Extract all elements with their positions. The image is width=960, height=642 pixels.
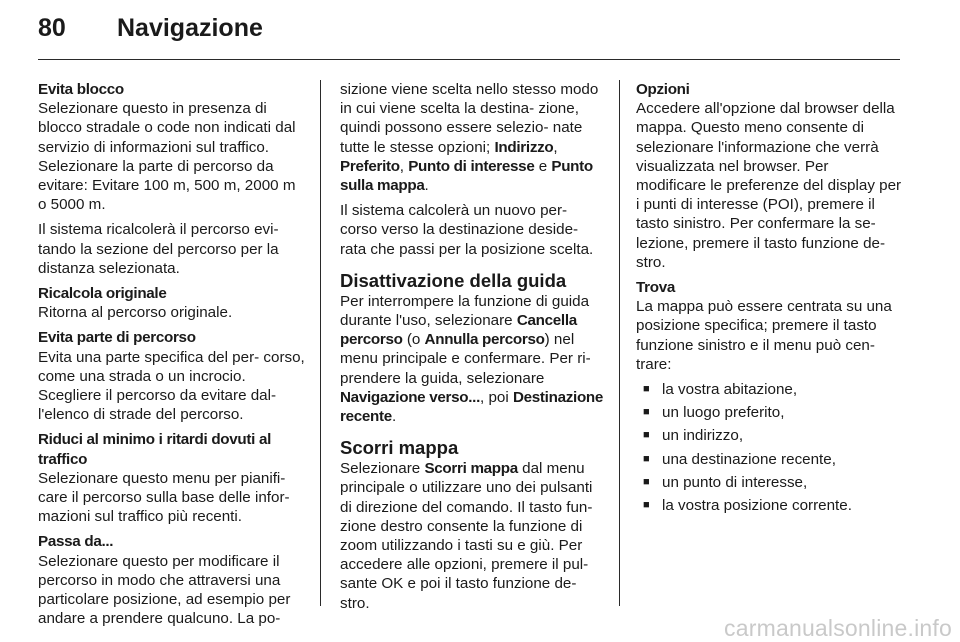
section-evita-blocco — [38, 80, 306, 278]
column-middle — [340, 80, 604, 619]
section-passa-da — [38, 532, 306, 628]
section-heading: Passa da... — [38, 533, 114, 551]
section-heading: Ricalcola originale — [38, 285, 167, 303]
text: e — [534, 157, 552, 175]
section-heading: Riduci al minimo i ritardi dovuti al traffico — [38, 431, 272, 468]
section-opzioni — [636, 80, 902, 272]
bold-term: Annulla percorso — [424, 331, 545, 349]
section-heading-scorri-mappa: Scorri mappa — [340, 437, 459, 459]
column-divider — [619, 80, 620, 606]
bold-term: Indirizzo — [494, 138, 554, 156]
section-riduci-ritardi — [38, 430, 306, 526]
text: (o — [402, 331, 425, 349]
paragraph — [340, 292, 604, 426]
bold-term: Cancella percorso — [340, 312, 577, 349]
list-item: ■ una destinazione recente, — [636, 450, 902, 469]
header-rule — [38, 59, 900, 60]
paragraph: Evita una parte specifica del per- corso, come una strada o un incrocio. Scegliere il percorso da evitare dal- l'elenco di strade del percorso. — [38, 348, 305, 424]
section-heading: Evita blocco — [38, 81, 124, 98]
paragraph: Selezionare questo per modificare il percorso in modo che attraversi una particolare posizione, ad esempio per andare a prendere qualcuno. La po- — [38, 552, 291, 628]
page-title: Navigazione — [117, 14, 263, 42]
text: ) nel menu principale e confermare. Per ri- prendere la guida, selezionare — [340, 331, 591, 387]
text: , — [399, 157, 409, 175]
paragraph — [340, 80, 604, 195]
column-divider — [320, 80, 321, 606]
column-left — [38, 80, 306, 634]
paragraph: Ritorna al percorso originale. — [38, 304, 233, 322]
bold-term: Preferito — [340, 157, 400, 175]
text: dal menu principale o utilizzare uno dei pulsanti di direzione del comando. Il tasto fun- zione destro consente la funzione di zoom utilizzando i tasti su e giù. Per accedere alle opzioni, premere il pul- sante OK e poi il tasto funzione de- stro. — [340, 460, 593, 612]
paragraph: La mappa può essere centrata su una posizione specifica; premere il tasto funzione sinistro e il menu può cen- trare: — [636, 298, 892, 373]
text: . — [391, 408, 397, 426]
text: Selezionare — [340, 460, 425, 478]
paragraph: Accedere all'opzione dal browser della mappa. Questo meno consente di selezionare l'informazione che verrà visualizzata nel browser. Per modificare le preferenze del display per i punti di interesse (POI), premere il tasto sinistro. Per confermare la se- lezione, premere il tasto funzione de- stro. — [636, 100, 902, 271]
list-item: ■ un punto di interesse, — [636, 473, 902, 492]
bold-term: Navigazione verso... — [340, 388, 481, 406]
text: , — [553, 138, 558, 156]
section-heading: Trova — [636, 279, 676, 297]
bold-term: Punto di interesse — [408, 157, 535, 175]
paragraph — [340, 459, 604, 613]
list-item: ■ la vostra posizione corrente. — [636, 496, 902, 515]
section-ricalcola-originale — [38, 284, 306, 322]
column-right — [636, 80, 902, 521]
text: , poi — [480, 388, 513, 406]
section-heading: Evita parte di percorso — [38, 329, 196, 347]
bold-term: Punto sulla mappa — [340, 157, 593, 195]
text: sizione viene scelta nello stesso modo in cui viene scelta la destina- zione, quindi possono essere selezio- nate tutte le stesse opzioni; — [340, 81, 599, 156]
paragraph: Il sistema calcolerà un nuovo per- corso verso la destinazione deside- rata che passi per la posizione scelta. — [340, 202, 594, 258]
section-trova — [636, 278, 902, 515]
watermark: carmanualsonline.info — [724, 615, 952, 641]
section-evita-parte — [38, 328, 306, 424]
list-item: ■ la vostra abitazione, — [636, 380, 902, 399]
list-item: ■ un indirizzo, — [636, 426, 902, 445]
section-heading: Opzioni — [636, 81, 690, 98]
paragraph: Selezionare questo menu per pianifi- care il percorso sulla base delle infor- mazioni sul traffico più recenti. — [38, 469, 290, 526]
paragraph: Il sistema ricalcolerà il percorso evi- tando la sezione del percorso per la distanza selezionata. — [38, 221, 279, 277]
bullet-list — [636, 380, 902, 515]
bold-term: Scorri mappa — [424, 460, 518, 478]
paragraph: Selezionare questo in presenza di blocco stradale o code non indicati dal servizio di informazioni sul traffico. Selezionare la parte di percorso da evitare: Evitare 100 m, 500 m, 2000 m o 5000 m. — [38, 100, 296, 214]
bold-term: Destinazione recente — [340, 388, 604, 426]
page-number: 80 — [38, 14, 66, 42]
list-item: ■ un luogo preferito, — [636, 403, 902, 422]
text: . — [424, 177, 429, 195]
section-heading-disattivazione: Disattivazione della guida — [340, 269, 567, 291]
text: Per interrompere la funzione di guida durante l'uso, selezionare — [340, 292, 590, 330]
